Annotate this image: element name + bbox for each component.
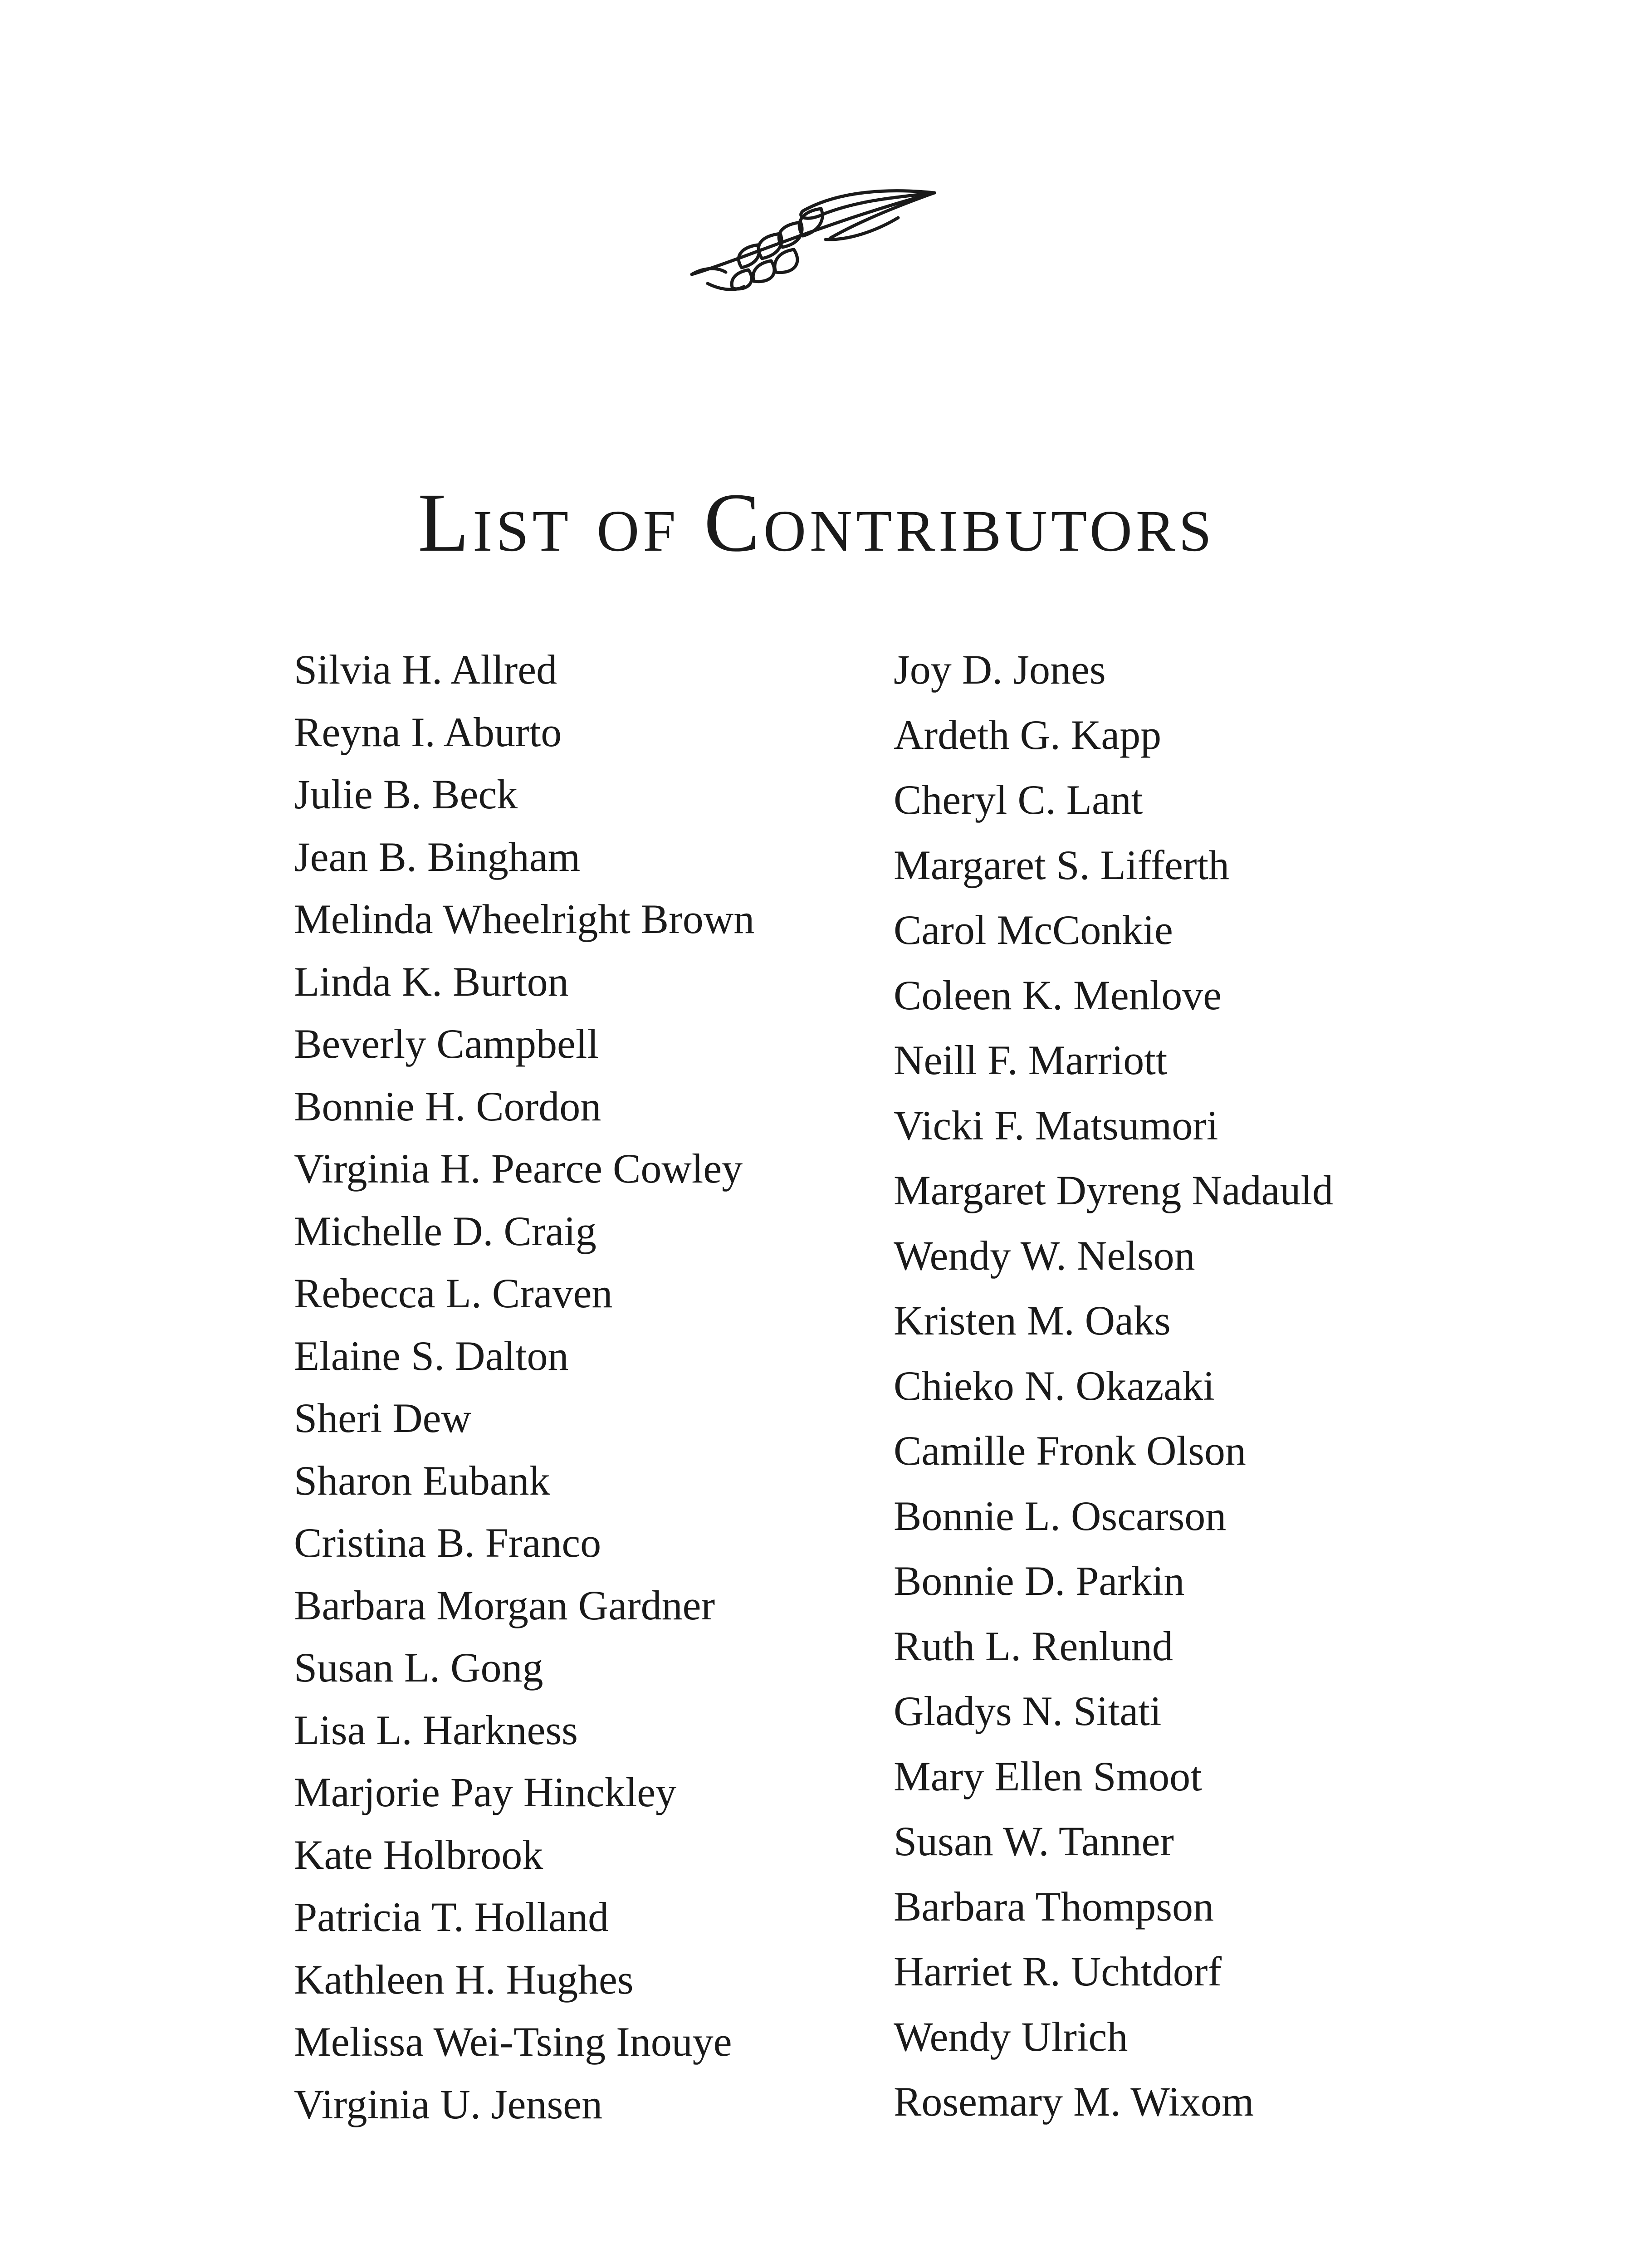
contributor-name: Ruth L. Renlund [894,1623,1173,1669]
contributor-name: Margaret Dyreng Nadauld [894,1167,1334,1213]
contributor-name: Virginia U. Jensen [294,2081,603,2127]
contributor-name: Rebecca L. Craven [294,1270,613,1316]
contributor-name: Coleen K. Menlove [894,972,1222,1018]
contributor-name: Rosemary M. Wixom [894,2078,1254,2125]
contributor-name: Gladys N. Sitati [894,1688,1162,1734]
contributor-name: Susan L. Gong [294,1644,543,1691]
contributor-name: Carol McConkie [894,907,1173,953]
contributor-name: Bonnie L. Oscarson [894,1492,1227,1539]
contributor-name: Silvia H. Allred [294,646,557,693]
contributor-name: Sharon Eubank [294,1457,550,1504]
contributor-name: Mary Ellen Smoot [894,1753,1202,1799]
contributor-name: Barbara Thompson [894,1883,1214,1930]
contributor-name: Melinda Wheelright Brown [294,896,755,942]
contributor-name: Camille Fronk Olson [894,1427,1246,1474]
wheat-sprig-icon [689,186,944,299]
contributor-name: Vicki F. Matsumori [894,1102,1218,1149]
contributor-name: Barbara Morgan Gardner [294,1582,715,1628]
contributor-name: Elaine S. Dalton [294,1332,569,1379]
contributor-name: Virginia H. Pearce Cowley [294,1145,743,1192]
contributor-name: Wendy Ulrich [894,2013,1128,2060]
contributor-name: Linda K. Burton [294,958,569,1005]
contributor-name: Patricia T. Holland [294,1894,609,1940]
contributor-name: Beverly Campbell [294,1021,599,1067]
contributor-name: Cristina B. Franco [294,1520,601,1566]
contributor-name: Harriet R. Uchtdorf [894,1948,1222,1994]
contributor-name: Kristen M. Oaks [894,1297,1171,1344]
contributor-name: Ardeth G. Kapp [894,711,1162,758]
contributor-name: Jean B. Bingham [294,833,581,880]
page-title: List of Contributors [418,476,1215,569]
contributor-name: Cheryl C. Lant [894,777,1143,823]
contributor-name: Sheri Dew [294,1395,471,1441]
contributors-column-left [294,646,755,2146]
contributor-name: Julie B. Beck [294,771,518,817]
contributor-name: Joy D. Jones [894,646,1106,693]
contributor-name: Lisa L. Harkness [294,1706,578,1753]
contributors-column-right [894,646,1334,2146]
contributor-name: Chieko N. Okazaki [894,1362,1215,1409]
contributor-name: Neill F. Marriott [894,1037,1168,1083]
contributor-name: Michelle D. Craig [294,1207,596,1254]
contributor-name: Kate Holbrook [294,1831,543,1878]
contributor-name: Bonnie D. Parkin [894,1558,1185,1604]
contributor-name: Marjorie Pay Hinckley [294,1769,677,1815]
contributor-name: Bonnie H. Cordon [294,1083,601,1129]
contributor-name: Margaret S. Lifferth [894,841,1230,888]
contributor-name: Wendy W. Nelson [894,1232,1195,1279]
contributor-name: Kathleen H. Hughes [294,1956,634,2003]
contributor-name: Melissa Wei-Tsing Inouye [294,2019,732,2065]
contributor-name: Reyna I. Aburto [294,709,562,755]
contributor-name: Susan W. Tanner [894,1818,1174,1864]
